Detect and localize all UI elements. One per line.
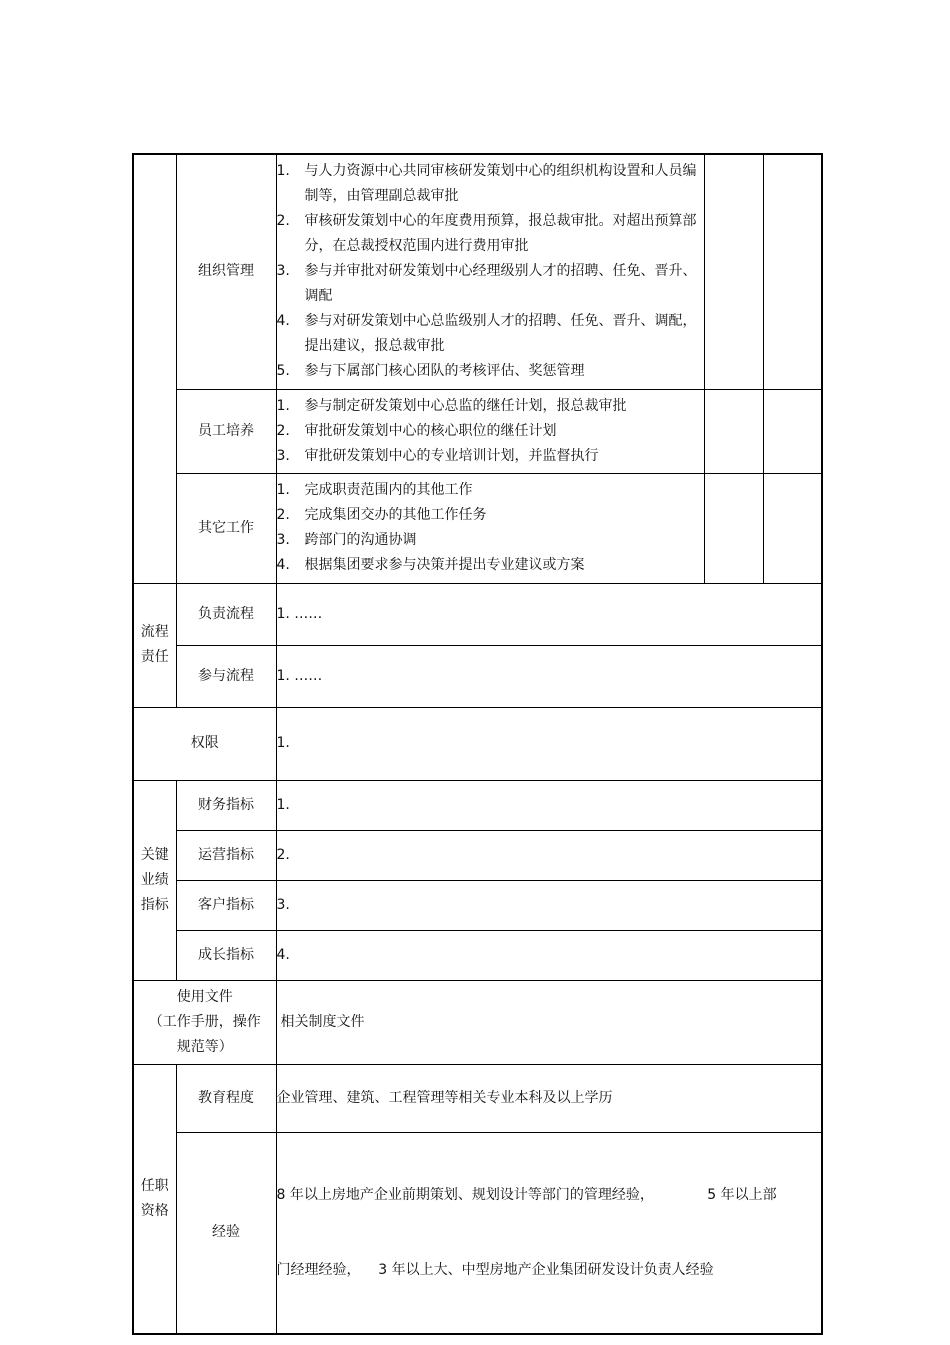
- kpi-label: 关键 业绩 指标: [133, 780, 176, 980]
- participate-process-label: 参与流程: [176, 645, 276, 707]
- extra-cell: [704, 154, 763, 389]
- authority-label: 权限: [133, 707, 276, 780]
- education-label: 教育程度: [176, 1064, 276, 1132]
- row-documents: [133, 980, 822, 1064]
- row-other-work: [133, 473, 822, 583]
- row-education: [133, 1064, 822, 1132]
- extra-cell: [763, 389, 822, 473]
- experience-label: 经验: [176, 1132, 276, 1334]
- operation-kpi-value: 2.: [276, 830, 822, 880]
- org-management-content: [276, 154, 704, 389]
- other-work-label: 其它工作: [176, 473, 276, 583]
- process-responsibility-label: 流程 责任: [133, 583, 176, 707]
- row-experience: [133, 1132, 822, 1334]
- list-item: 2. 完成集团交办的其他工作任务: [276, 507, 487, 523]
- finance-kpi-label: 财务指标: [176, 780, 276, 830]
- list-item: 2. 审批研发策划中心的核心职位的继任计划: [276, 422, 557, 439]
- staff-training-content: [276, 389, 704, 473]
- participate-process-value: 1. ……: [276, 645, 822, 707]
- row-process-responsible: [133, 583, 822, 645]
- row-kpi-growth: [133, 930, 822, 980]
- row-kpi-customer: [133, 880, 822, 930]
- row-org-management: [133, 154, 822, 389]
- operation-kpi-label: 运营指标: [176, 830, 276, 880]
- staff-training-list: [277, 394, 704, 469]
- list-item: 3. 跨部门的沟通协调: [276, 532, 417, 548]
- responsible-process-value: 1. ……: [276, 583, 822, 645]
- extra-cell: [763, 154, 822, 389]
- row-authority: [133, 707, 822, 780]
- list-item: 2. 审核研发策划中心的年度费用预算，报总裁审批。对超出预算部分，在总裁授权范围内进行费用审批: [276, 213, 697, 255]
- education-value: 企业管理、建筑、工程管理等相关专业本科及以上学历: [276, 1064, 822, 1132]
- list-item: 1. 完成职责范围内的其他工作: [276, 482, 473, 498]
- org-management-label: 组织管理: [176, 154, 276, 389]
- extra-cell: [704, 389, 763, 473]
- list-item: 5. 参与下属部门核心团队的考核评估、奖惩管理: [276, 363, 585, 380]
- list-item: 1. 参与制定研发策划中心总监的继任计划，报总裁审批: [276, 397, 627, 414]
- list-item: 4. 参与对研发策划中心总监级别人才的招聘、任免、晋升、调配，提出建议，报总裁审批: [276, 313, 697, 355]
- customer-kpi-label: 客户指标: [176, 880, 276, 930]
- responsible-process-label: 负责流程: [176, 583, 276, 645]
- list-item: 1. 与人力资源中心共同审核研发策划中心的组织机构设置和人员编制等，由管理副总裁审批: [276, 163, 697, 205]
- list-item: 3. 审批研发策划中心的专业培训计划，并监督执行: [276, 447, 599, 464]
- staff-training-label: 员工培养: [176, 389, 276, 473]
- customer-kpi-value: 3.: [276, 880, 822, 930]
- row-kpi-finance: [133, 780, 822, 830]
- row-kpi-operation: [133, 830, 822, 880]
- row-staff-training: [133, 389, 822, 473]
- qualification-label: 任职 资格: [133, 1064, 176, 1334]
- list-item: 4. 根据集团要求参与决策并提出专业建议或方案: [276, 557, 585, 573]
- growth-kpi-label: 成长指标: [176, 930, 276, 980]
- extra-cell: [763, 473, 822, 583]
- documents-label: 使用文件 （工作手册，操作 规范等）: [133, 980, 276, 1064]
- work-category-cell: [133, 154, 176, 583]
- row-process-participate: [133, 645, 822, 707]
- documents-value: 相关制度文件: [276, 980, 822, 1064]
- experience-value: 8 年以上房地产企业前期策划、规划设计等部门的管理经验， 5 年以上部 门经理经验， 3 年以上大、中型房地产企业集团研发设计负责人经验: [276, 1132, 822, 1334]
- growth-kpi-value: 4.: [276, 930, 822, 980]
- finance-kpi-value: 1.: [276, 780, 822, 830]
- job-description-table: [132, 153, 823, 1335]
- extra-cell: [704, 473, 763, 583]
- authority-value: 1.: [276, 707, 822, 780]
- org-management-list: [277, 159, 704, 384]
- list-item: 3. 参与并审批对研发策划中心经理级别人才的招聘、任免、晋升、调配: [276, 263, 697, 305]
- other-work-content: [276, 473, 704, 583]
- other-work-list: [277, 478, 704, 578]
